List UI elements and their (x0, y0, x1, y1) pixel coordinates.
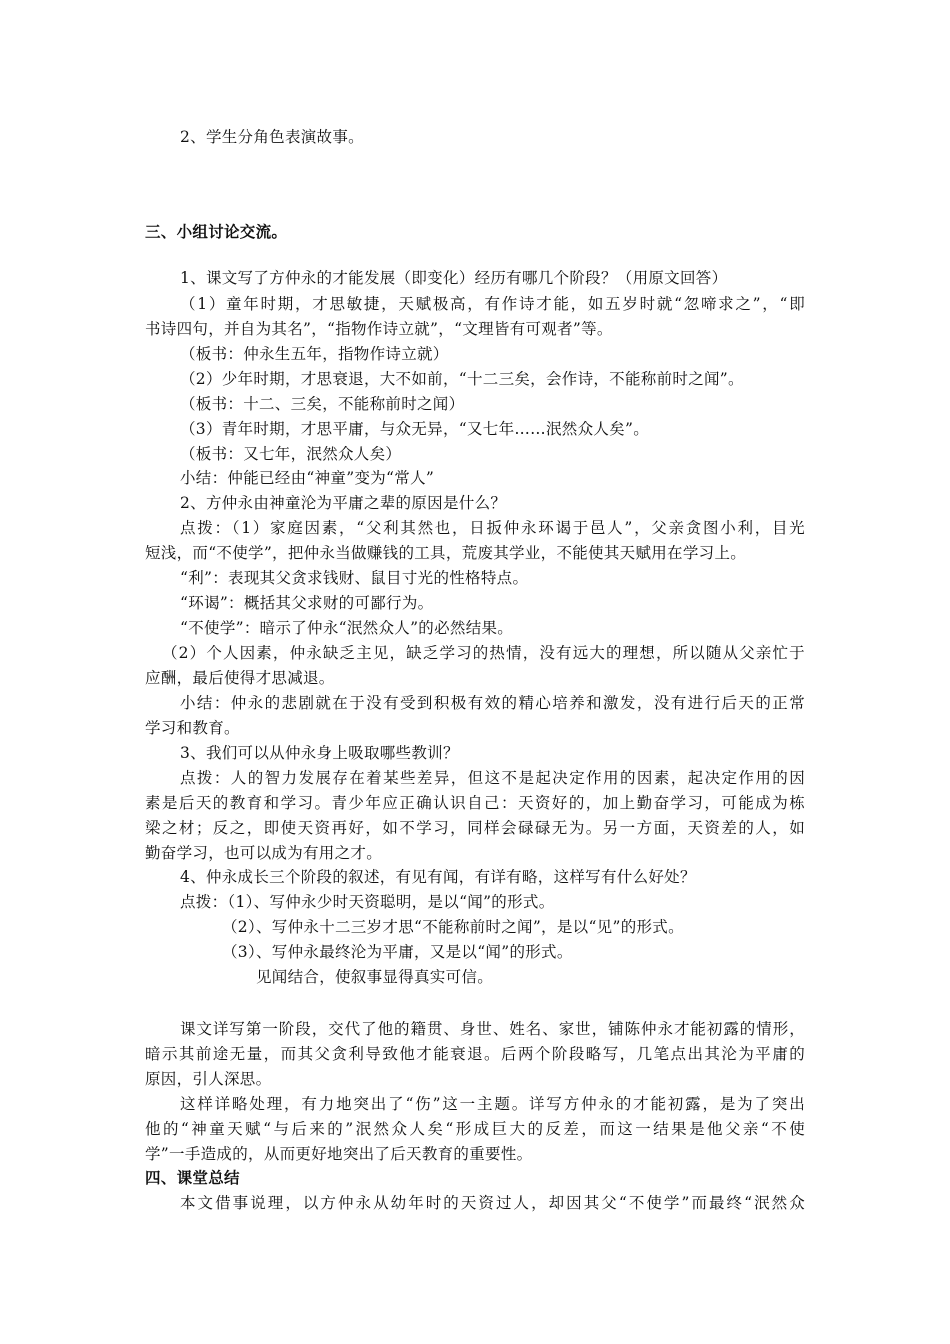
answer-1-stage-1: （1）童年时期，才思敏捷，天赋极高，有作诗才能，如五岁时就“忽啼求之”，“即 (180, 295, 805, 313)
analysis-para-2-cont-2: 学”一手造成的，从而更好地突出了后天教育的重要性。 (145, 1145, 533, 1163)
note-huanye: “环谒”：概括其父求财的可鄙行为。 (180, 594, 434, 612)
hint-2-family: 点拨：（1）家庭因素，“父利其然也，日扳仲永环谒于邑人”，父亲贪图小利，目光 (180, 519, 805, 537)
hint-2-family-cont: 短浅，而“不使学”，把仲永当做赚钱的工具，荒废其学业，不能使其天赋用在学习上。 (145, 544, 747, 562)
section-3-heading: 三、小组讨论交流。 (145, 222, 288, 241)
answer-1-stage-2: （2）少年时期，才思衰退，大不如前，“十二三矣，会作诗，不能称前时之闻”。 (180, 370, 744, 388)
note-bushixue: “不使学”：暗示了仲永“泯然众人”的必然结果。 (180, 619, 514, 637)
board-note-2: （板书：十二、三矣，不能称前时之闻） (180, 395, 465, 413)
section-4-heading: 四、课堂总结 (145, 1168, 240, 1187)
answer-1-stage-3: （3）青年时期，才思平庸，与众无异，“又七年……泯然众人矣”。 (180, 420, 650, 438)
step-2-line: 2、学生分角色表演故事。 (180, 128, 364, 146)
hint-3-cont-2: 梁之材；反之，即使天资再好，如不学习，同样会碌碌无为。另一方面，天资差的人，如 (145, 819, 805, 837)
question-2: 2、方仲永由神童沦为平庸之辈的原因是什么？ (180, 494, 507, 512)
answer-1-stage-1-cont: 书诗四句，并自为其名”，“指物作诗立就”，“文理皆有可观者”等。 (145, 320, 613, 338)
hint-4-3: （3）、写仲永最终沦为平庸，又是以“闻”的形式。 (222, 943, 573, 961)
hint-3-cont-3: 勤奋学习，也可以成为有用之才。 (145, 844, 383, 862)
analysis-para-1: 课文详写第一阶段，交代了他的籍贯、身世、姓名、家世，铺陈仲永才能初露的情形， (180, 1020, 805, 1038)
analysis-para-1-cont-2: 原因，引人深思。 (145, 1070, 272, 1088)
analysis-para-1-cont-1: 暗示其前途无量，而其父贪利导致他才能衰退。后两个阶段略写，几笔点出其沦为平庸的 (145, 1045, 805, 1063)
hint-3-cont-1: 素是后天的教育和学习。青少年应正确认识自己：天资好的，加上勤奋学习，可能成为栋 (145, 794, 805, 812)
hint-3: 点拨：人的智力发展存在着某些差异，但这不是起决定作用的因素，起决定作用的因 (180, 769, 805, 787)
note-li: “利”：表现其父贪求钱财、鼠目寸光的性格特点。 (180, 569, 529, 587)
question-3: 3、我们可以从仲永身上吸取哪些教训？ (180, 744, 459, 762)
summary-para: 本文借事说理，以方仲永从幼年时的天资过人，却因其父“不使学”而最终“泯然众 (180, 1194, 805, 1212)
hint-2-personal-cont: 应酬，最后使得才思减退。 (145, 669, 335, 687)
summary-1: 小结：仲能已经由“神童”变为“常人” (180, 469, 435, 487)
analysis-para-2-cont-1: 他的“神童天赋“与后来的”泯然众人矣“形成巨大的反差，而这一结果是他父亲“不使 (145, 1120, 805, 1138)
summary-2: 小结：仲永的悲剧就在于没有受到积极有效的精心培养和激发，没有进行后天的正常 (180, 694, 805, 712)
hint-4-conclusion: 见闻结合，使叙事显得真实可信。 (256, 968, 494, 986)
hint-4-1: 点拨：（1）、写仲永少时天资聪明，是以“闻”的形式。 (180, 893, 555, 911)
hint-4-2: （2）、写仲永十二三岁才思“不能称前时之闻”，是以“见”的形式。 (222, 918, 684, 936)
board-note-3: （板书：又七年，泯然众人矣） (180, 445, 402, 463)
summary-2-cont: 学习和教育。 (145, 719, 240, 737)
question-1: 1、课文写了方仲永的才能发展（即变化）经历有哪几个阶段？（用原文回答） (180, 269, 728, 287)
hint-2-personal: （2）个人因素，仲永缺乏主见，缺乏学习的热情，没有远大的理想，所以随从父亲忙于 (162, 644, 805, 662)
board-note-1: （板书：仲永生五年，指物作诗立就） (180, 345, 449, 363)
analysis-para-2: 这样详略处理，有力地突出了“伤”这一主题。详写方仲永的才能初露，是为了突出 (180, 1095, 805, 1113)
question-4: 4、仲永成长三个阶段的叙述，有见有闻，有详有略，这样写有什么好处？ (180, 868, 696, 886)
